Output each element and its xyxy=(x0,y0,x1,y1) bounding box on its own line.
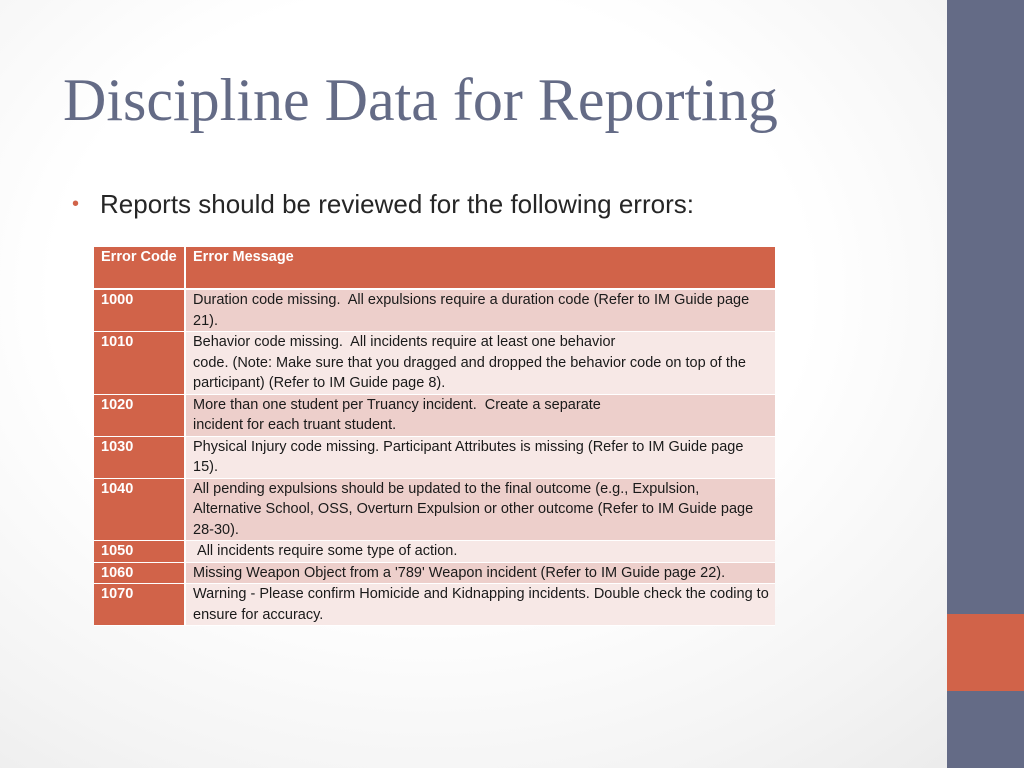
error-code-cell: 1070 xyxy=(94,584,185,626)
table-row xyxy=(94,332,775,395)
table-row xyxy=(94,584,775,626)
error-message-cell: Physical Injury code missing. Participant Attributes is missing (Refer to IM Guide page 15). xyxy=(185,436,775,478)
bullet-text: Reports should be reviewed for the following errors: xyxy=(100,189,694,219)
error-code-cell: 1020 xyxy=(94,394,185,436)
header-error-code: Error Code xyxy=(94,247,185,289)
table-row xyxy=(94,394,775,436)
error-message-cell: Missing Weapon Object from a '789' Weapon incident (Refer to IM Guide page 22). xyxy=(185,562,775,584)
error-message-cell: More than one student per Truancy incident. Create a separate incident for each truant student. xyxy=(185,394,775,436)
bullet-item xyxy=(72,186,694,222)
error-table-container xyxy=(94,247,775,626)
error-code-cell: 1060 xyxy=(94,562,185,584)
table-row xyxy=(94,562,775,584)
side-accent-block xyxy=(947,614,1024,691)
error-message-cell: All pending expulsions should be updated to the final outcome (e.g., Expulsion, Alternative School, OSS, Overturn Expulsion or other outcome (Refer to IM Guide page 28-30). xyxy=(185,478,775,541)
error-code-cell: 1030 xyxy=(94,436,185,478)
table-row xyxy=(94,436,775,478)
error-code-cell: 1000 xyxy=(94,289,185,332)
error-message-cell: Behavior code missing. All incidents require at least one behavior code. (Note: Make sure that you dragged and dropped the behavior code on top of the participant) (Refer to IM Guide page 8). xyxy=(185,332,775,395)
bullet-dot-icon: • xyxy=(72,193,80,215)
error-message-cell: Warning - Please confirm Homicide and Kidnapping incidents. Double check the coding to ensure for accuracy. xyxy=(185,584,775,626)
header-error-message: Error Message xyxy=(185,247,775,289)
table-header-row xyxy=(94,247,775,289)
table-body xyxy=(94,289,775,626)
error-table xyxy=(94,247,775,626)
error-code-cell: 1050 xyxy=(94,541,185,563)
error-code-cell: 1040 xyxy=(94,478,185,541)
error-code-cell: 1010 xyxy=(94,332,185,395)
table-row xyxy=(94,289,775,332)
table-row xyxy=(94,478,775,541)
table-row xyxy=(94,541,775,563)
slide-title: Discipline Data for Reporting xyxy=(63,67,778,133)
error-message-cell: All incidents require some type of action. xyxy=(185,541,775,563)
error-message-cell: Duration code missing. All expulsions require a duration code (Refer to IM Guide page 21). xyxy=(185,289,775,332)
